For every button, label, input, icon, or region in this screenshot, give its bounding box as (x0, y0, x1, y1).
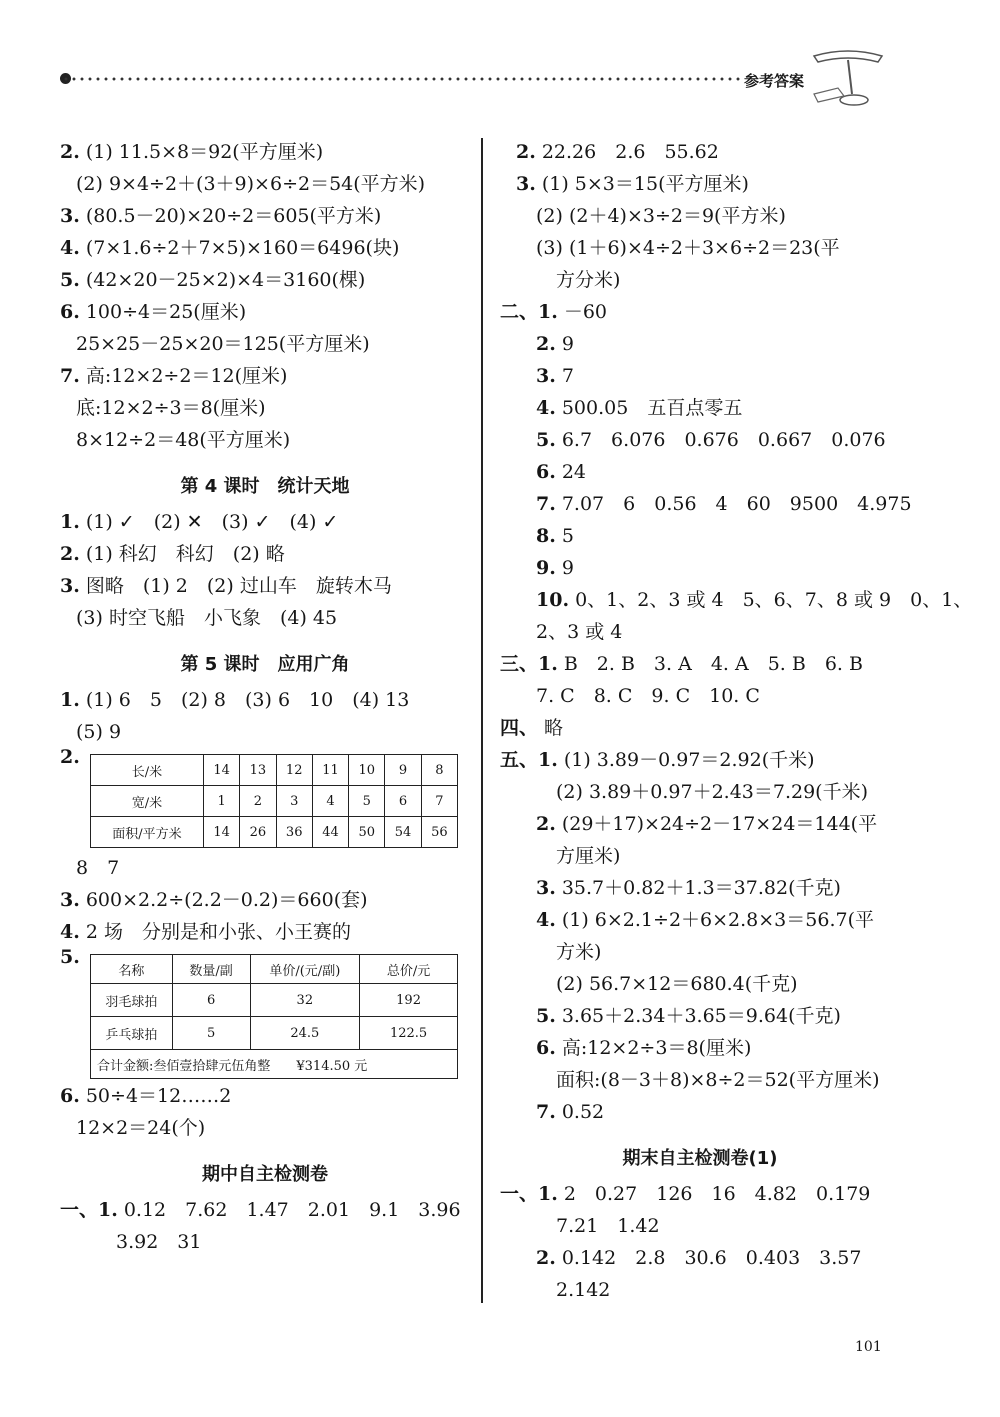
item-number: 1. (60, 689, 80, 711)
table-cell: 4 (312, 786, 348, 817)
item-number: 10. (536, 589, 570, 611)
answer-line (500, 200, 900, 232)
answer-text: 底:12×2÷3＝8(厘米) (76, 397, 266, 419)
table-cell: 32 (250, 984, 360, 1017)
answer-text: 7.21 1.42 (556, 1215, 660, 1237)
table-cell: 192 (360, 984, 458, 1017)
answer-line (500, 584, 973, 616)
answer-text: (3) (1＋6)×4÷2＋3×6÷2＝23(平 (536, 237, 840, 259)
table-header-row (91, 955, 458, 984)
answer-line (60, 1194, 470, 1226)
column-divider (481, 138, 483, 1303)
answer-line (500, 1096, 900, 1128)
answer-text: 100÷4＝25(厘米) (85, 301, 247, 323)
answer-text: 22.26 2.6 55.62 (541, 141, 719, 163)
column-header: 单价/(元/副) (250, 955, 360, 984)
racket-table (90, 954, 458, 1079)
answer-text: 0.142 2.8 30.6 0.403 3.57 (561, 1247, 862, 1269)
item-number: 三、1. (500, 653, 558, 675)
table-row (91, 817, 458, 848)
answer-text: 0.52 (561, 1101, 605, 1123)
answer-line (500, 680, 900, 712)
answer-text: 7. C 8. C 9. C 10. C (536, 685, 760, 707)
item-number: 5. (536, 429, 556, 451)
answer-text: 3.92 31 (116, 1231, 202, 1253)
answer-line (500, 168, 900, 200)
answer-text: 2、3 或 4 (536, 621, 623, 643)
answer-line (60, 360, 470, 392)
answer-line (500, 456, 900, 488)
table-cell: 乒乓球拍 (91, 1017, 173, 1050)
answer-text: 25×25－25×20＝125(平方厘米) (76, 333, 370, 355)
answer-line (500, 1178, 900, 1210)
answer-text: (7×1.6÷2＋7×5)×160＝6496(块) (85, 237, 400, 259)
answer-text: (1) 科幻 科幻 (2) 略 (85, 543, 285, 565)
answer-line (500, 488, 912, 520)
row-header-cell: 面积/平方米 (91, 817, 204, 848)
item-number: 7. (536, 493, 556, 515)
item-number: 5. (60, 946, 80, 968)
answer-line (60, 538, 470, 570)
answer-text: 8 7 (76, 857, 120, 879)
answer-text: 高:12×2÷2＝12(厘米) (85, 365, 288, 387)
item-number: 2. (60, 543, 80, 565)
answer-line (60, 200, 470, 232)
answer-text: (2) 9×4÷2＋(3＋9)×6÷2＝54(平方米) (76, 173, 426, 195)
answer-text: 5 (561, 525, 574, 547)
table-cell: 54 (385, 817, 421, 848)
answer-line (60, 168, 470, 200)
answer-line (500, 968, 900, 1000)
answer-line (60, 1080, 470, 1112)
table-block-rackets (60, 948, 470, 1080)
answer-text: (1) 3.89－0.97＝2.92(千米) (563, 749, 815, 771)
answer-line (500, 744, 900, 776)
item-number: 2. (536, 813, 556, 835)
item-number: 四、 (500, 717, 539, 739)
answer-text: 50÷4＝12……2 (85, 1085, 232, 1107)
answer-line (500, 392, 900, 424)
answer-text: (1) 11.5×8＝92(平方厘米) (85, 141, 324, 163)
page-number: 101 (855, 1339, 882, 1355)
answer-text: (1) ✓ (2) ✕ (3) ✓ (4) ✓ (85, 511, 339, 533)
answer-line (60, 570, 470, 602)
table-block-length-width (60, 748, 470, 852)
section-heading: 第 4 课时 统计天地 (180, 476, 350, 497)
answer-text: (1) 6×2.1÷2＋6×2.8×3＝56.7(平 (561, 909, 874, 931)
item-number: 7. (536, 1101, 556, 1123)
answer-line (60, 424, 470, 456)
answer-line (60, 684, 470, 716)
answer-text: 图略 (1) 2 (2) 过山车 旋转木马 (85, 575, 392, 597)
answer-text: 方米) (556, 941, 602, 963)
left-column (60, 136, 470, 1258)
answer-line (60, 232, 470, 264)
item-number: 8. (536, 525, 556, 547)
answer-line (500, 1242, 900, 1274)
answer-line (500, 648, 900, 680)
item-number: 5. (60, 269, 80, 291)
answer-text: 500.05 五百点零五 (561, 397, 743, 419)
item-number: 一、1. (60, 1199, 118, 1221)
answer-line (500, 776, 900, 808)
answer-line (500, 424, 900, 456)
right-column (500, 136, 973, 1306)
answer-text: 2 场 分别是和小张、小王赛的 (85, 921, 351, 943)
answer-line (500, 904, 900, 936)
table-cell: 50 (349, 817, 385, 848)
table-cell: 5 (349, 786, 385, 817)
total-value: ¥314.50 元 (296, 1058, 368, 1074)
answer-text: 8×12÷2＝48(平方厘米) (76, 429, 291, 451)
item-number: 3. (536, 365, 556, 387)
answer-text: (2) (2＋4)×3÷2＝9(平方米) (536, 205, 786, 227)
answer-text: 高:12×2÷3＝8(厘米) (561, 1037, 752, 1059)
answer-text: (42×20－25×2)×4＝3160(棵) (85, 269, 366, 291)
rect-table (90, 754, 458, 848)
desk-lamp-icon (808, 46, 888, 110)
table-cell: 36 (276, 817, 312, 848)
item-number: 3. (60, 205, 80, 227)
answer-line (500, 520, 900, 552)
answer-line (500, 1064, 900, 1096)
section-heading: 第 5 课时 应用广角 (180, 654, 350, 675)
total-label: 合计金额:叁佰壹拾肆元伍角整 (97, 1058, 271, 1074)
table-cell: 3 (276, 786, 312, 817)
answer-line (500, 232, 900, 264)
table-row (91, 755, 458, 786)
item-number: 2. (536, 1247, 556, 1269)
answer-line (60, 884, 470, 916)
section-heading: 期末自主检测卷(1) (622, 1148, 778, 1169)
answer-line (500, 1274, 900, 1306)
table-cell: 10 (349, 755, 385, 786)
answer-line (60, 328, 470, 360)
answer-text: 7.07 6 0.56 4 60 9500 4.975 (561, 493, 912, 515)
answer-line (60, 136, 470, 168)
table-cell: 14 (204, 755, 240, 786)
answer-text: 35.7＋0.82＋1.3＝37.82(千克) (561, 877, 841, 899)
answer-text: (3) 时空飞船 小飞象 (4) 45 (76, 607, 338, 629)
item-number: 3. (516, 173, 536, 195)
answer-text: 方厘米) (556, 845, 621, 867)
column-header: 数量/副 (172, 955, 250, 984)
answer-line (60, 852, 470, 884)
table-cell: 56 (421, 817, 457, 848)
answer-line (60, 1112, 470, 1144)
answer-text: (2) 56.7×12＝680.4(千克) (556, 973, 798, 995)
answer-text: 9 (561, 333, 574, 355)
answer-text: B 2. B 3. A 4. A 5. B 6. B (563, 653, 863, 675)
item-number: 五、1. (500, 749, 558, 771)
table-cell: 13 (240, 755, 276, 786)
total-row (91, 1050, 458, 1079)
answer-line (60, 296, 470, 328)
answer-line (500, 936, 900, 968)
table-row (91, 984, 458, 1017)
table-cell: 2 (240, 786, 276, 817)
table-cell: 24.5 (250, 1017, 360, 1050)
item-number: 2. (536, 333, 556, 355)
item-number: 6. (536, 461, 556, 483)
answer-text: 600×2.2÷(2.2－0.2)＝660(套) (85, 889, 368, 911)
item-number: 2. (60, 141, 80, 163)
row-header-cell: 宽/米 (91, 786, 204, 817)
answer-line (500, 1210, 900, 1242)
answer-text: (80.5－20)×20÷2＝605(平方米) (85, 205, 382, 227)
item-number: 2. (60, 746, 80, 768)
answer-line (500, 552, 900, 584)
answer-text: (5) 9 (76, 721, 122, 743)
answer-text: 9 (561, 557, 574, 579)
table-cell: 1 (204, 786, 240, 817)
table-cell: 7 (421, 786, 457, 817)
header-dotted-rule (62, 74, 740, 84)
section-heading: 期中自主检测卷 (202, 1164, 328, 1185)
answer-line (60, 916, 470, 948)
answer-text: 7 (561, 365, 574, 387)
header-title: 参考答案 (744, 72, 805, 90)
answer-line (500, 360, 900, 392)
column-header: 总价/元 (360, 955, 458, 984)
item-number: 2. (516, 141, 536, 163)
table-cell: 44 (312, 817, 348, 848)
answer-line (500, 840, 900, 872)
table-row (91, 786, 458, 817)
item-number: 4. (536, 397, 556, 419)
answer-line (500, 808, 900, 840)
table-cell: 6 (172, 984, 250, 1017)
item-number: 7. (60, 365, 80, 387)
table-cell: 11 (312, 755, 348, 786)
answer-line (500, 296, 900, 328)
answer-line (500, 328, 900, 360)
answer-line (60, 392, 470, 424)
item-number: 3. (60, 889, 80, 911)
item-number: 9. (536, 557, 556, 579)
item-number: 1. (60, 511, 80, 533)
answer-text: 方分米) (556, 269, 621, 291)
answer-text: 6.7 6.076 0.676 0.667 0.076 (561, 429, 886, 451)
table-cell: 9 (385, 755, 421, 786)
answer-line (60, 602, 470, 634)
column-header: 名称 (91, 955, 173, 984)
table-cell: 122.5 (360, 1017, 458, 1050)
answer-line (500, 712, 900, 744)
answer-text: －60 (563, 301, 608, 323)
answer-text: 略 (544, 717, 564, 739)
item-number: 6. (60, 1085, 80, 1107)
item-number: 一、1. (500, 1183, 558, 1205)
table-cell: 12 (276, 755, 312, 786)
answer-line (60, 264, 470, 296)
answer-line (500, 872, 900, 904)
answer-line (500, 1000, 900, 1032)
row-header-cell: 长/米 (91, 755, 204, 786)
answer-line (60, 1226, 470, 1258)
table-cell: 8 (421, 755, 457, 786)
answer-text: 3.65＋2.34＋3.65＝9.64(千克) (561, 1005, 841, 1027)
answer-text: 面积:(8－3＋8)×8÷2＝52(平方厘米) (556, 1069, 880, 1091)
answer-text: (1) 5×3＝15(平方厘米) (541, 173, 749, 195)
item-number: 4. (60, 237, 80, 259)
table-cell: 14 (204, 817, 240, 848)
item-number: 3. (536, 877, 556, 899)
table-cell: 26 (240, 817, 276, 848)
answer-line (500, 136, 900, 168)
answer-line (60, 716, 470, 748)
answer-text: (29＋17)×24÷2－17×24＝144(平 (561, 813, 878, 835)
answer-text: 2.142 (556, 1279, 611, 1301)
table-row (91, 1017, 458, 1050)
item-number: 3. (60, 575, 80, 597)
answer-line (500, 264, 900, 296)
answer-text: (2) 3.89＋0.97＋2.43＝7.29(千米) (556, 781, 868, 803)
answer-text: 0.12 7.62 1.47 2.01 9.1 3.96 (123, 1199, 461, 1221)
item-number: 6. (60, 301, 80, 323)
answer-text: 12×2＝24(个) (76, 1117, 206, 1139)
item-number: 4. (60, 921, 80, 943)
answer-text: 2 0.27 126 16 4.82 0.179 (563, 1183, 871, 1205)
answer-line (500, 616, 900, 648)
item-number: 二、1. (500, 301, 558, 323)
table-cell: 6 (385, 786, 421, 817)
answer-text: 0、1、2、3 或 4 5、6、7、8 或 9 0、1、 (575, 589, 973, 611)
table-cell: 羽毛球拍 (91, 984, 173, 1017)
answer-line (500, 1032, 900, 1064)
item-number: 4. (536, 909, 556, 931)
answer-line (60, 506, 470, 538)
answer-text: 24 (561, 461, 587, 483)
item-number: 5. (536, 1005, 556, 1027)
table-cell: 5 (172, 1017, 250, 1050)
total-cell (91, 1050, 458, 1079)
item-number: 6. (536, 1037, 556, 1059)
answer-text: (1) 6 5 (2) 8 (3) 6 10 (4) 13 (85, 689, 410, 711)
